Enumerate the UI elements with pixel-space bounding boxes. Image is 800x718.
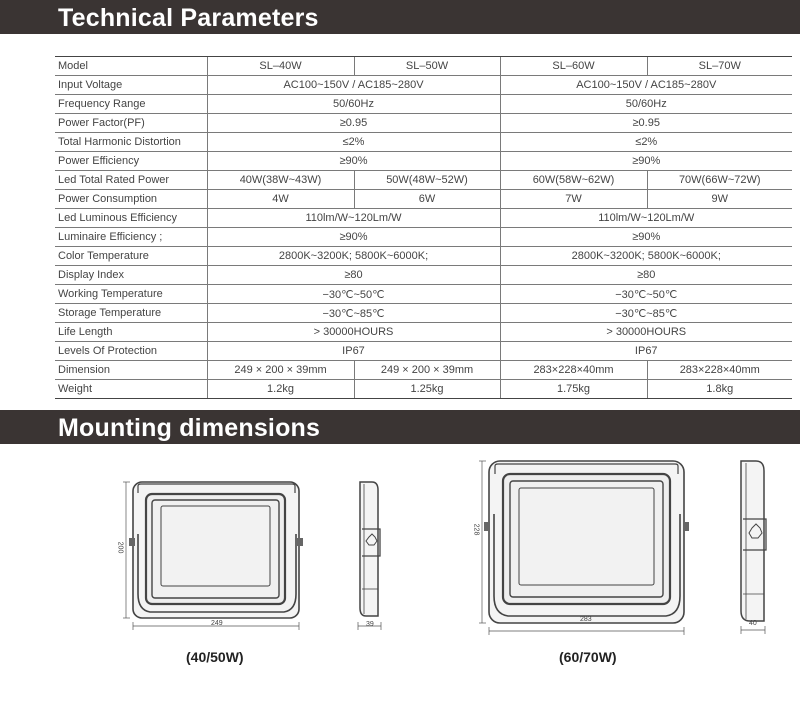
table-cell: 2800K~3200K; 5800K~6000K; bbox=[207, 247, 500, 266]
table-row bbox=[55, 285, 792, 304]
table-cell: 1.8kg bbox=[647, 380, 792, 399]
table-cell: 40W(38W~43W) bbox=[207, 171, 354, 190]
table-cell: 1.75kg bbox=[500, 380, 647, 399]
table-row bbox=[55, 209, 792, 228]
table-cell: 7W bbox=[500, 190, 647, 209]
table-cell: > 30000HOURS bbox=[500, 323, 792, 342]
table-cell: ≥0.95 bbox=[207, 114, 500, 133]
small-height-label: 200 bbox=[116, 541, 124, 554]
small-width-label: 249 bbox=[211, 620, 223, 627]
table-cell: AC100~150V / AC185~280V bbox=[207, 76, 500, 95]
technical-parameters-title: Technical Parameters bbox=[58, 4, 319, 32]
mounting-dimensions-banner bbox=[0, 410, 800, 444]
table-cell: 1.25kg bbox=[354, 380, 500, 399]
table-cell: 60W(58W~62W) bbox=[500, 171, 647, 190]
large-side-view bbox=[741, 461, 766, 621]
row-label: Color Temperature bbox=[55, 247, 207, 266]
technical-parameters-table bbox=[55, 56, 792, 399]
table-cell: 283×228×40mm bbox=[647, 361, 792, 380]
table-row bbox=[55, 247, 792, 266]
table-row bbox=[55, 152, 792, 171]
row-label: Led Total Rated Power bbox=[55, 171, 207, 190]
table-cell: > 30000HOURS bbox=[207, 323, 500, 342]
small-front-view bbox=[129, 482, 303, 618]
row-label: Input Voltage bbox=[55, 76, 207, 95]
table-cell: ≥90% bbox=[500, 152, 792, 171]
table-cell: AC100~150V / AC185~280V bbox=[500, 76, 792, 95]
large-depth-label: 40 bbox=[749, 620, 757, 627]
table-cell: 283×228×40mm bbox=[500, 361, 647, 380]
mounting-diagrams bbox=[0, 444, 800, 718]
row-label: Storage Temperature bbox=[55, 304, 207, 323]
table-cell: ≥0.95 bbox=[500, 114, 792, 133]
table-row bbox=[55, 190, 792, 209]
table-cell: ≥80 bbox=[207, 266, 500, 285]
row-label: Levels Of Protection bbox=[55, 342, 207, 361]
row-label: Power Factor(PF) bbox=[55, 114, 207, 133]
large-front-view bbox=[484, 461, 689, 623]
table-row bbox=[55, 266, 792, 285]
table-cell: IP67 bbox=[207, 342, 500, 361]
table-cell: −30℃~85℃ bbox=[207, 304, 500, 323]
technical-parameters-banner bbox=[0, 0, 800, 34]
large-height-label: 228 bbox=[472, 523, 480, 536]
table-cell: ≤2% bbox=[207, 133, 500, 152]
table-cell: −30℃~50℃ bbox=[207, 285, 500, 304]
table-cell: 50/60Hz bbox=[500, 95, 792, 114]
table-cell: ≤2% bbox=[500, 133, 792, 152]
row-label: Luminaire Efficiency ; bbox=[55, 228, 207, 247]
small-side-view bbox=[360, 482, 380, 616]
row-label: Power Efficiency bbox=[55, 152, 207, 171]
table-row bbox=[55, 76, 792, 95]
row-label: Life Length bbox=[55, 323, 207, 342]
small-caption: (40/50W) bbox=[186, 649, 244, 665]
row-label: Display Index bbox=[55, 266, 207, 285]
mounting-drawing bbox=[0, 444, 800, 718]
table-cell: 9W bbox=[647, 190, 792, 209]
table-cell: SL–40W bbox=[207, 57, 354, 76]
large-caption: (60/70W) bbox=[559, 649, 617, 665]
table-cell: ≥90% bbox=[500, 228, 792, 247]
row-label: Weight bbox=[55, 380, 207, 399]
row-label: Led Luminous Efficiency bbox=[55, 209, 207, 228]
row-label: Working Temperature bbox=[55, 285, 207, 304]
table-cell: SL–70W bbox=[647, 57, 792, 76]
table-row bbox=[55, 114, 792, 133]
table-cell: 110lm/W~120Lm/W bbox=[207, 209, 500, 228]
table-cell: ≥80 bbox=[500, 266, 792, 285]
table-row bbox=[55, 228, 792, 247]
table-row bbox=[55, 380, 792, 399]
table-cell: SL–60W bbox=[500, 57, 647, 76]
table-cell: 4W bbox=[207, 190, 354, 209]
table-cell: −30℃~85℃ bbox=[500, 304, 792, 323]
mounting-dimensions-title: Mounting dimensions bbox=[58, 414, 321, 442]
table-row bbox=[55, 133, 792, 152]
table-cell: 249 × 200 × 39mm bbox=[207, 361, 354, 380]
row-label: Total Harmonic Distortion bbox=[55, 133, 207, 152]
table-cell: 249 × 200 × 39mm bbox=[354, 361, 500, 380]
table-cell: ≥90% bbox=[207, 228, 500, 247]
large-width-label: 283 bbox=[580, 616, 592, 623]
table-cell: 110lm/W~120Lm/W bbox=[500, 209, 792, 228]
table-row bbox=[55, 57, 792, 76]
row-label: Dimension bbox=[55, 361, 207, 380]
row-label: Power Consumption bbox=[55, 190, 207, 209]
table-row bbox=[55, 171, 792, 190]
table-row bbox=[55, 342, 792, 361]
table-row bbox=[55, 304, 792, 323]
table-cell: 2800K~3200K; 5800K~6000K; bbox=[500, 247, 792, 266]
row-label: Frequency Range bbox=[55, 95, 207, 114]
table-cell: 70W(66W~72W) bbox=[647, 171, 792, 190]
table-cell: 1.2kg bbox=[207, 380, 354, 399]
table-cell: ≥90% bbox=[207, 152, 500, 171]
small-depth-label: 39 bbox=[366, 621, 374, 628]
table-row bbox=[55, 95, 792, 114]
table-cell: 6W bbox=[354, 190, 500, 209]
row-label: Model bbox=[55, 57, 207, 76]
table-cell: IP67 bbox=[500, 342, 792, 361]
table-row bbox=[55, 361, 792, 380]
table-cell: −30℃~50℃ bbox=[500, 285, 792, 304]
table-cell: SL–50W bbox=[354, 57, 500, 76]
table-cell: 50/60Hz bbox=[207, 95, 500, 114]
table-cell: 50W(48W~52W) bbox=[354, 171, 500, 190]
table-row bbox=[55, 323, 792, 342]
